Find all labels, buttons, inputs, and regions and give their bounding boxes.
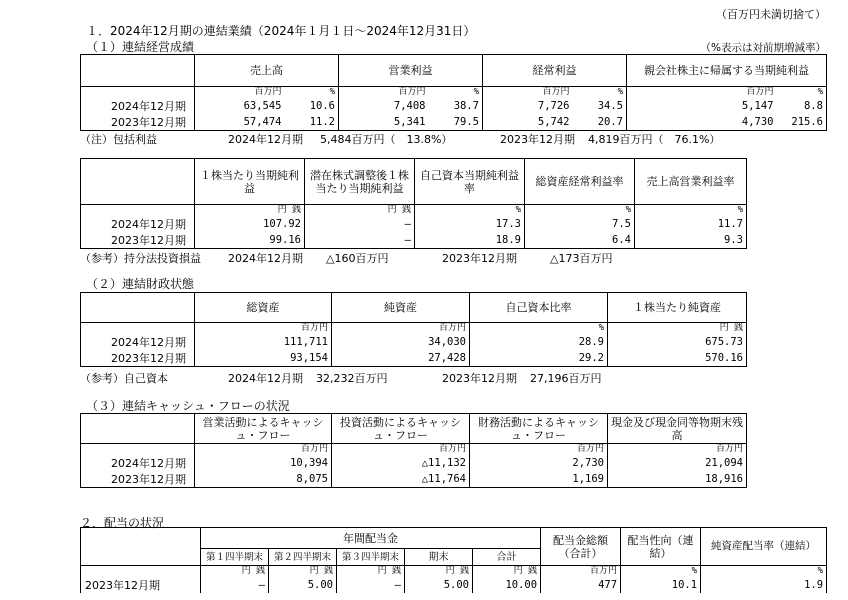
dividend-sub-q1: 第１四半期末 xyxy=(201,549,269,566)
financial-header-assets: 総資産 xyxy=(195,293,332,323)
dividend-header-payout: 配当性向（連結） xyxy=(621,528,701,566)
financial-table: 総資産 純資産 自己資本比率 １株当たり純資産 百万円 百万円 % 円 銭 2024年12月期 111,711 34,030 28.9 675.73 2023年12月期 93,154 27,428 29.2 570.16 xyxy=(80,292,747,367)
section-title-results: １．2024年12月期の連結業績（2024年１月１日～2024年12月31日） xyxy=(86,24,476,38)
unit-note: （百万円未満切捨て） xyxy=(716,8,826,21)
pershare-header-diluted: 潜在株式調整後１株当たり当期純利益 xyxy=(305,159,415,205)
cashflow-header-investing: 投資活動によるキャッシュ・フロー xyxy=(332,414,470,444)
results-title: （１）連結経営成績 xyxy=(86,40,195,54)
dividend-header-total: 配当金総額（合計） xyxy=(541,528,621,566)
table-row: 2024年12月期 107.92 ― 17.3 7.5 11.7 xyxy=(81,216,747,232)
table-row: 2023年12月期 8,075 △11,764 1,169 18,916 xyxy=(81,471,747,488)
financial-header-bps: １株当たり純資産 xyxy=(608,293,747,323)
results-note-right: （%表示は対前期増減率） xyxy=(700,42,826,54)
dividend-sub-q2: 第２四半期末 xyxy=(269,549,337,566)
table-row: 2024年12月期 111,711 34,030 28.9 675.73 xyxy=(81,334,747,350)
table-row: 2024年12月期 63,545 10.6 7,408 38.7 7,726 34.5 5,147 8.8 xyxy=(81,98,827,114)
results-header-net: 親会社株主に帰属する当期純利益 xyxy=(627,55,827,87)
table-row: 2023年12月期 93,154 27,428 29.2 570.16 xyxy=(81,350,747,367)
dividend-sub-q3: 第３四半期末 xyxy=(337,549,405,566)
cashflow-header-cash: 現金及び現金同等物期末残高 xyxy=(608,414,747,444)
table-row: 2023年12月期 ― 5.00 ― 5.00 10.00 477 10.1 1.9 xyxy=(81,577,827,593)
comprehensive-income-label: （注）包括利益 xyxy=(80,133,157,146)
pershare-header-roe: 自己資本当期純利益率 xyxy=(415,159,525,205)
financial-header-equity-ratio: 自己資本比率 xyxy=(470,293,608,323)
pershare-table: １株当たり当期純利益 潜在株式調整後１株当たり当期純利益 自己資本当期純利益率 総資産経常利益率 売上高営業利益率 円 銭 円 銭 % % % 2024年12月期 107.92 ― 17.3 7.5 11.7 2023年12月期 99.16 ― 18.9 6.4 9.3 xyxy=(80,158,747,249)
dividend-sub-total: 合計 xyxy=(473,549,541,566)
cashflow-table: 営業活動によるキャッシュ・フロー 投資活動によるキャッシュ・フロー 財務活動によるキャッシュ・フロー 現金及び現金同等物期末残高 百万円 百万円 百万円 百万円 2024年12月期 10,394 △11,132 2,730 21,094 2023年12月期 8,075 △11,764 1,169 18,916 xyxy=(80,413,747,488)
financial-header-net-assets: 純資産 xyxy=(332,293,470,323)
results-table: 売上高 営業利益 経常利益 親会社株主に帰属する当期純利益 百万円 % 百万円 % 百万円 % 百万円 % 2024年12月期 63,545 10.6 7,408 38.7 7,726 34.5 5,147 8.8 2023年12月期 57,474 11.2 5,341 79.5 5,742 20.7 4,730 215.6 xyxy=(80,54,827,131)
cashflow-title: （３）連結キャッシュ・フローの状況 xyxy=(86,399,290,413)
cashflow-header-operating: 営業活動によるキャッシュ・フロー xyxy=(195,414,332,444)
results-header-operating: 営業利益 xyxy=(339,55,483,87)
dividend-header-ratio: 純資産配当率（連結） xyxy=(701,528,827,566)
dividend-header-annual: 年間配当金 xyxy=(201,528,541,549)
equity-method-label: （参考）持分法投資損益 xyxy=(80,252,201,265)
financial-title: （２）連結財政状態 xyxy=(86,277,195,291)
pershare-header-roa: 総資産経常利益率 xyxy=(525,159,635,205)
pershare-header-margin: 売上高営業利益率 xyxy=(635,159,747,205)
dividend-table: 年間配当金 配当金総額（合計） 配当性向（連結） 純資産配当率（連結） 第１四半期末 第２四半期末 第３四半期末 期末 合計 円 銭 円 銭 円 銭 円 銭 円 銭 百万円 % % 2023年12月期 ― 5.00 ― 5.00 10.00 477 10.1 1.9 xyxy=(80,527,827,593)
cashflow-header-financing: 財務活動によるキャッシュ・フロー xyxy=(470,414,608,444)
dividend-title: ２．配当の状況 xyxy=(80,516,165,530)
own-capital-label: （参考）自己資本 xyxy=(80,372,168,385)
results-header-sales: 売上高 xyxy=(195,55,339,87)
dividend-sub-end: 期末 xyxy=(405,549,473,566)
table-row: 2023年12月期 99.16 ― 18.9 6.4 9.3 xyxy=(81,232,747,249)
pershare-header-eps: １株当たり当期純利益 xyxy=(195,159,305,205)
table-row: 2023年12月期 57,474 11.2 5,341 79.5 5,742 20.7 4,730 215.6 xyxy=(81,114,827,131)
results-header-ordinary: 経常利益 xyxy=(483,55,627,87)
table-row: 2024年12月期 10,394 △11,132 2,730 21,094 xyxy=(81,455,747,471)
